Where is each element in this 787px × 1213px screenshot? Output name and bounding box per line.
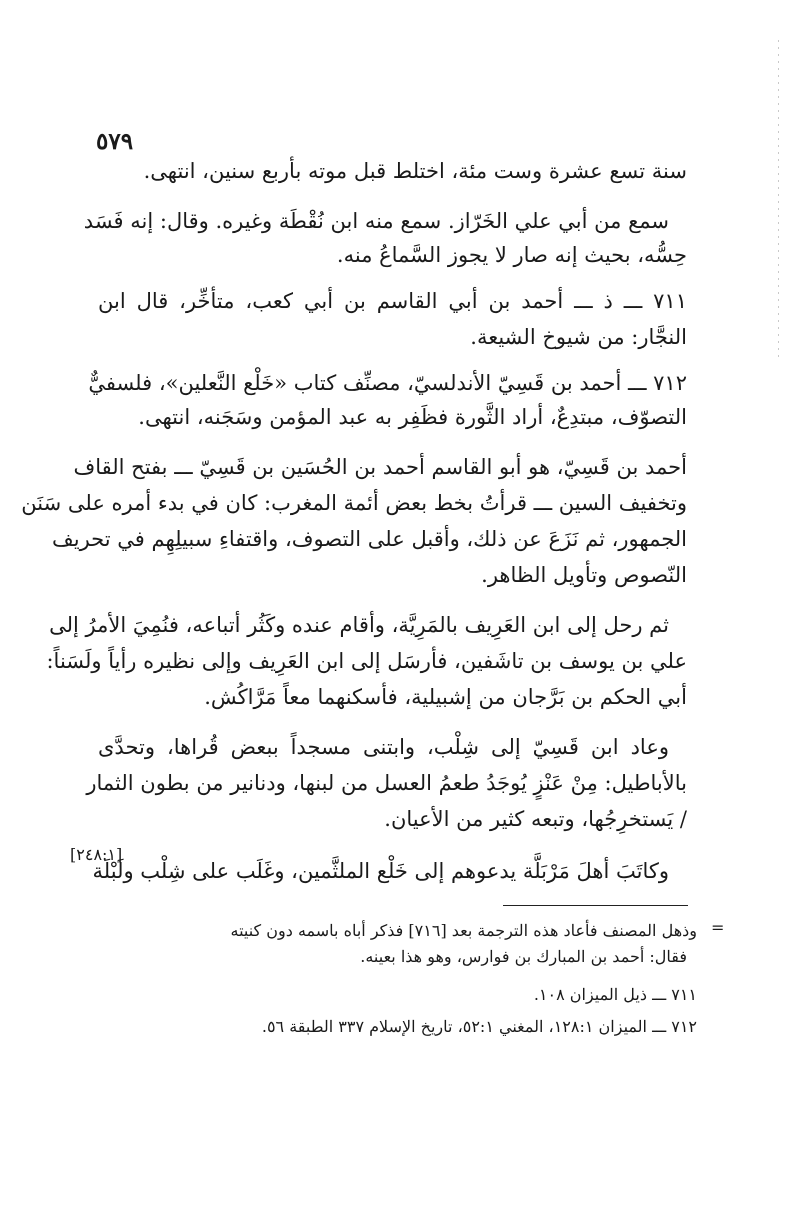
body-line: النّصوص وتأويل الظاهر.	[481, 563, 687, 587]
footnote-line: ٧١١ ـــ ذيل الميزان ١٠٨.	[533, 985, 697, 1004]
body-line: وتخفيف السين ـــ قرأتُ بخط بعض أئمة المغرب: كان في بدء أمره على سَنَن	[21, 491, 687, 515]
footnote-line: وذهل المصنف فأعاد هذه الترجمة بعد [٧١٦] فذكر أباه باسمه دون كنيته	[230, 921, 697, 940]
entry-712-line: التصوّف، مبتدِعٌ، أراد الثَّورة فظَفِر به عبد المؤمن وسَجَنه، انتهى.	[138, 405, 687, 429]
footnote-line: فقال: أحمد بن المبارك بن فوارس، وهو هذا بعينه.	[360, 947, 687, 966]
footnote-line: ٧١٢ ـــ الميزان ١٢٨:١، المغني ٥٢:١، تاريخ الإسلام ٣٣٧ الطبقة ٥٦.	[261, 1017, 697, 1036]
page-number: ٥٧٩	[96, 128, 134, 155]
body-line: الجمهور، ثم نَزَعَ عن ذلك، وأقبل على التصوف، واقتفاءِ سبيلِهِم في تحريف	[52, 527, 687, 551]
body-line: أبي الحكم بن بَرَّجان من إشبيلية، فأسكنهما معاً مَرَّاكُش.	[204, 685, 687, 709]
body-line: سمع من أبي علي الخَرّاز. سمع منه ابن نُقْطَة وغيره. وقال: إنه فَسَد	[83, 209, 669, 233]
body-line: أحمد بن قَسِيّ، هو أبو القاسم أحمد بن الحُسَين بن قَسِيّ ـــ بفتح القاف	[73, 455, 687, 479]
body-line: ثم رحل إلى ابن العَرِيف بالمَرِيَّة، وأقام عنده وكَثُر أتباعه، فنُمِيَ الأمرُ إلى	[49, 613, 669, 637]
footnote-separator	[503, 905, 688, 906]
body-line: / يَستخرِجُها، وتبعه كثير من الأعيان.	[384, 807, 687, 831]
body-line: بالأباطيل: مِنْ عَنْزٍ يُوجَدُ طعمُ العسل من لبنها، ودنانير من بطون الثمار	[86, 771, 687, 795]
body-line: علي بن يوسف بن تاشَفين، فأرسَل إلى ابن العَرِيف وإلى نظيره رأياً ولَسَناً:	[46, 649, 687, 673]
footnote-continuation-mark: =	[711, 918, 725, 937]
body-line: حِسُّه، بحيث إنه صار لا يجوز السَّماعُ منه.	[336, 243, 687, 267]
margin-reference: [٢٤٨:١]	[70, 845, 123, 864]
page-edge-dots	[778, 40, 779, 360]
entry-711-line: ٧١١ ـــ ذ ـــ أحمد بن أبي القاسم بن أبي كعب، متأخِّر، قال ابن	[98, 289, 687, 313]
entry-711-line: النجَّار: من شيوخ الشيعة.	[470, 325, 687, 349]
body-line: وعاد ابن قَسِيّ إلى شِلْب، وابتنى مسجداً ببعض قُراها، وتحدَّى	[98, 735, 669, 759]
entry-712-line: ٧١٢ ـــ أحمد بن قَسِيّ الأندلسيّ، مصنِّف كتاب «خَلْع النَّعلين»، فلسفيٌّ	[88, 371, 687, 395]
body-line: سنة تسع عشرة وست مئة، اختلط قبل موته بأربع سنين، انتهى.	[143, 159, 687, 183]
body-line: وكاتَبَ أهلَ مَرْبَلَّة يدعوهم إلى خَلْع الملثَّمين، وغَلَب على شِلْب ولَبْلَة	[92, 859, 669, 883]
